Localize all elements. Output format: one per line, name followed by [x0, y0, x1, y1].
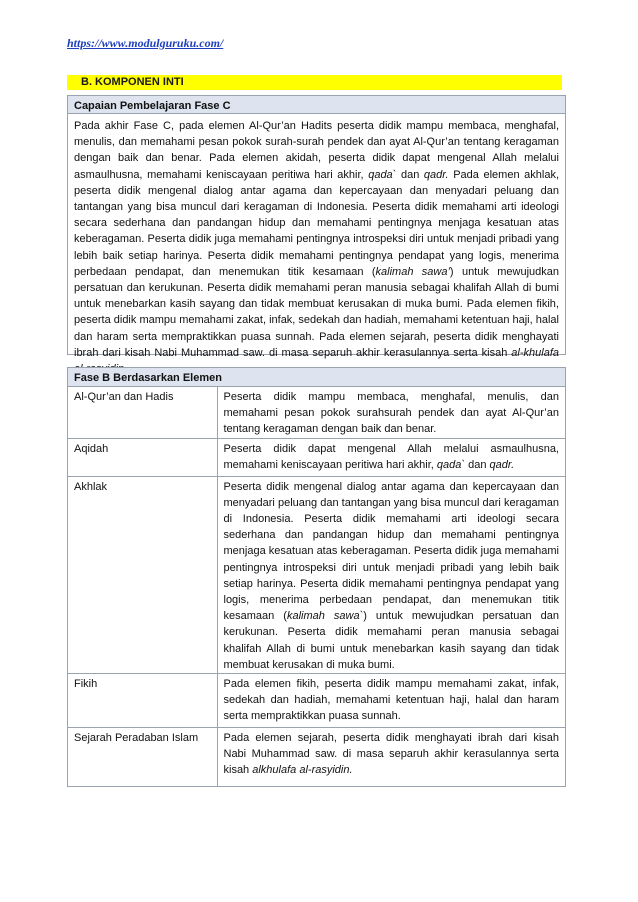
table-row — [68, 387, 565, 439]
element-description: Pada elemen sejarah, peserta didik menghayati ibrah dari kisah Nabi Muhammad saw. di masa separuh akhir kerasulannya serta kisah alkhulafa al-rasyidin. — [217, 728, 565, 786]
capaian-title: Capaian Pembelajaran Fase C — [68, 96, 565, 114]
fase-table — [68, 386, 565, 786]
source-link[interactable]: https://www.modulguruku.com/ — [67, 36, 224, 50]
fase-table-box — [67, 367, 566, 787]
fase-title: Fase B Berdasarkan Elemen — [68, 368, 565, 386]
element-name: Aqidah — [68, 438, 217, 476]
element-description: Peserta didik dapat mengenal Allah melalui asmaulhusna, memahami keniscayaan peritiwa hari akhir, qada` dan qadr. — [217, 438, 565, 476]
table-row — [68, 438, 565, 476]
element-name: Al-Qur’an dan Hadis — [68, 387, 217, 439]
table-row — [68, 728, 565, 786]
element-description: Peserta didik mampu membaca, menghafal, menulis, dan memahami pesan pokok surahsurah pendek dan ayat Al-Qur’an tentang keragaman dengan baik dan benar. — [217, 387, 565, 439]
element-description: Peserta didik mengenal dialog antar agama dan kepercayaan dan menyadari peluang dan tantangan yang bisa muncul dari keragaman di Indonesia. Peserta didik memahami arti ideologi secara sederhana dan pandangan hidup dan memahami pentingnya menjaga kesatuan atas keberagaman. Peserta didik juga memahami pentingnya introspeksi diri untuk menjadi pribadi yang lebih baik setiap harinya. Peserta didik memahami pentingnya pendapat yang logis, menerima perbedaan pendapat, dan menemukan titik kesamaan (kalimah sawa`) untuk mewujudkan persatuan dan kerukunan. Peserta didik memahami peran manusia sebagai khalifah Allah di bumi untuk menebarkan kasih sayang dan tidak membuat kerusakan di muka bumi. — [217, 476, 565, 673]
element-name: Fikih — [68, 674, 217, 728]
table-row — [68, 476, 565, 673]
section-heading: B. KOMPONEN INTI — [67, 75, 562, 90]
table-row — [68, 674, 565, 728]
element-name: Akhlak — [68, 476, 217, 673]
element-name: Sejarah Peradaban Islam — [68, 728, 217, 786]
capaian-paragraph: Pada akhir Fase C, pada elemen Al-Qur’an Hadits peserta didik mampu membaca, menghafal, menulis, dan memahami pesan pokok surah-surah pendek dan ayat Al-Qur’an tentang keragaman dengan baik dan benar. Pada elemen akidah, peserta didik dapat mengenal Allah melalui asmaulhusna, memahami keniscayaan peritiwa hari akhir, qada` dan qadr. Pada elemen akhlak, peserta didik mengenal dialog antar agama dan kepercayaan dan menyadari peluang dan tantangan yang bisa muncul dari keragaman di Indonesia. Peserta didik memahami arti ideologi secara sederhana dan pandangan hidup dan memahami pentingnya menjaga kesatuan atas keberagaman. Peserta didik juga memahami pentingnya introspeksi diri untuk menjadi pribadi yang lebih baik setiap harinya. Peserta didik memahami pentingnya pendapat yang logis, menerima perbedaan pendapat, dan menemukan titik kesamaan (kalimah sawa’) untuk mewujudkan persatuan dan kerukunan. Peserta didik memahami peran manusia sebagai khalifah Allah di bumi untuk menebarkan kasih sayang dan tidak membuat kerusakan di muka bumi. Pada elemen fikih, peserta didik mampu memahami zakat, infak, sedekah dan hadiah, memahami ketentuan haji, halal dan haram serta mempraktikkan puasa sunnah. Pada elemen sejarah, peserta didik menghayati ibrah dari kisah Nabi Muhammad saw. di masa separuh akhir kerasulannya serta kisah al-khulafa — [74, 120, 560, 359]
capaian-box — [67, 95, 566, 359]
element-description: Pada elemen fikih, peserta didik mampu memahami zakat, infak, sedekah dan hadiah, memahami ketentuan haji, halal dan haram serta mempraktikkan puasa sunnah. — [217, 674, 565, 728]
